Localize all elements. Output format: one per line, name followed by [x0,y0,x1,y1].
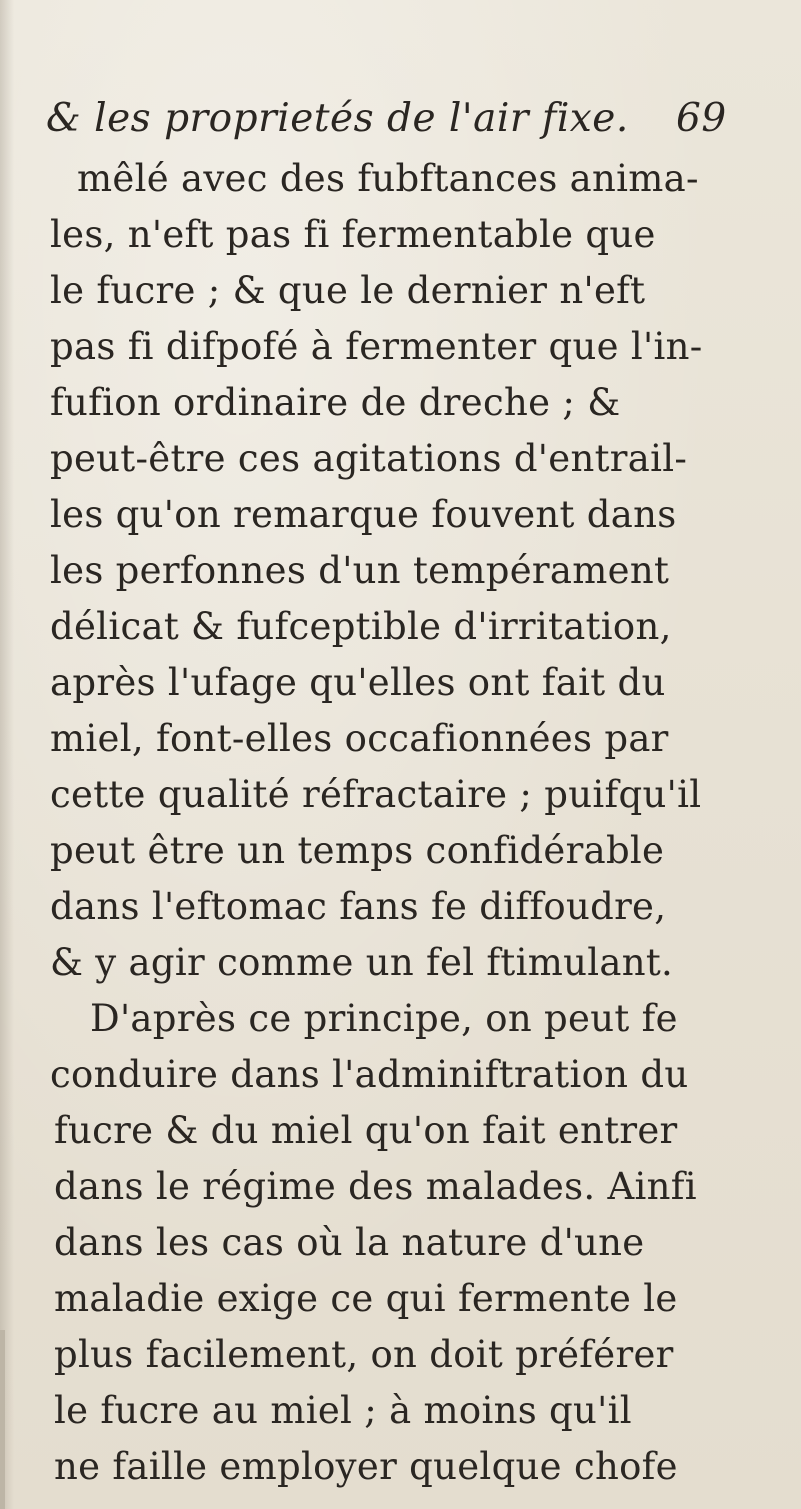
text-line: le fucre ; & que le dernier n'eft [50,269,646,312]
running-header [46,96,786,154]
text-line: dans l'eftomac fans fe diffoudre, [50,885,667,928]
page-edge-strip [0,1330,5,1509]
text-line: dans le régime des malades. Ainfi [54,1165,697,1208]
text-line: dans les cas où la nature d'une [54,1221,645,1264]
running-title: & les proprietés de l'air fixe. [46,96,629,141]
text-line: cette qualité réfractaire ; puifqu'il [50,773,702,816]
text-line: peut-être ces agitations d'entrail- [50,437,688,480]
text-line: les qu'on remarque fouvent dans [50,493,677,536]
text-line: conduire dans l'adminiftration du [50,1053,689,1096]
text-line: les perfonnes d'un tempérament [50,549,670,592]
page-gutter-shadow [0,0,14,1509]
text-line: le fucre au miel ; à moins qu'il [54,1389,632,1432]
text-line: fucre & du miel qu'on fait entrer [54,1109,678,1152]
text-line: fufion ordinaire de dreche ; & [50,381,621,424]
text-line: mêlé avec des fubftances anima- [77,157,699,200]
text-line: miel, font-elles occafionnées par [50,717,669,760]
text-line: les, n'eft pas fi fermentable que [50,213,656,256]
text-line: après l'ufage qu'elles ont fait du [50,661,666,704]
page-number: 69 [676,96,727,141]
text-line: ne faille employer quelque chofe [54,1445,678,1488]
text-line: maladie exige ce qui fermente le [54,1277,678,1320]
text-line: pas fi difpofé à fermenter que l'in- [50,325,703,368]
text-line: plus facilement, on doit préférer [54,1333,674,1376]
text-line: délicat & fufceptible d'irritation, [50,605,672,648]
text-line: D'après ce principe, on peut fe [90,997,678,1040]
text-line: peut être un temps confidérable [50,829,665,872]
text-line: & y agir comme un fel ftimulant. [50,941,674,984]
